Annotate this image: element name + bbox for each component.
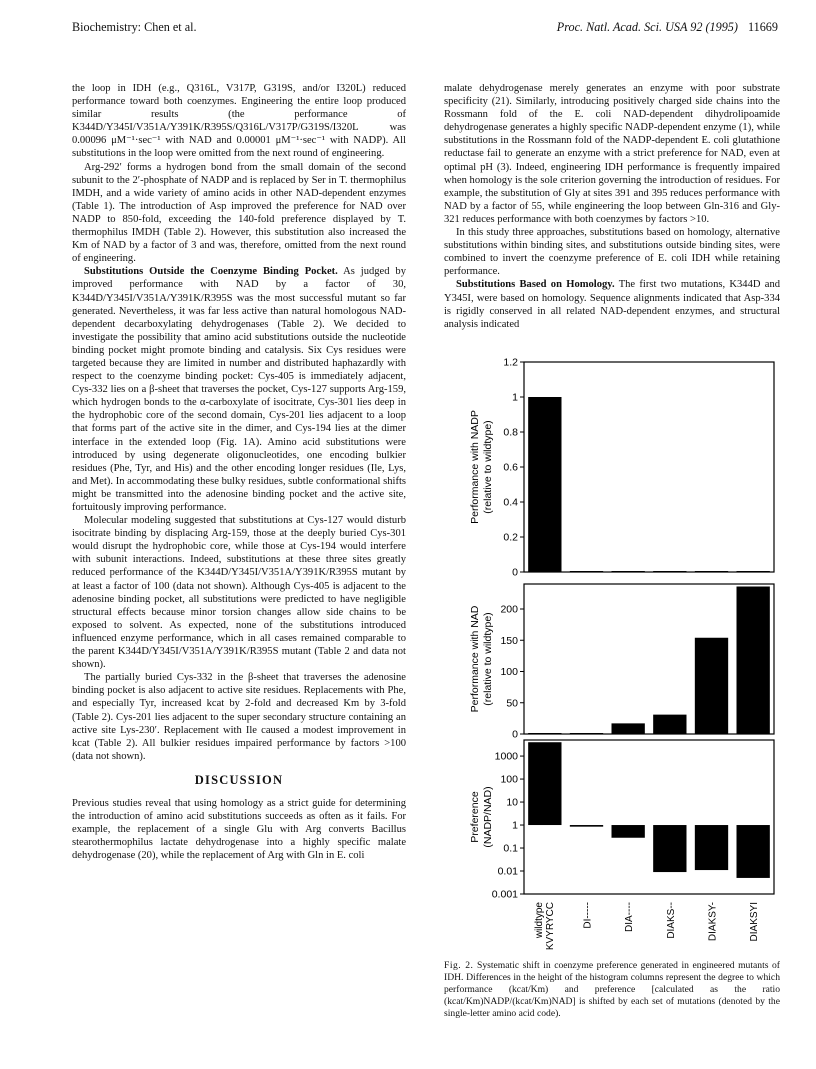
paragraph: Molecular modeling suggested that substitutions at Cys-127 would disturb isocitrate binding by displacing Arg-159, those at the deeply buried Cys-301 would disrupt the hydrophobic core, while those at Cys-194 would interfere with subunit interactions. Indeed, substitutions at these three sites greatly reduced performance of the K344D/Y345I/V351A/Y391K/R395S mutant by at least a factor of 100 (data not shown). Although Cys-405 is adjacent to the adenosine binding pocket, all substitutions were predicted to have negligible structural effects because minor torsion changes allow side chains to be exposed to solvent. As expected, none of the substitutions introduced influenced enzyme performance, which in all cases remained comparable to the parent K344D/Y345I/V351A/Y391K/R395S mutant (Table 2 and data not shown). [72, 515, 406, 671]
y-axis-label: Performance with NADP [469, 410, 481, 524]
y-tick-label: 150 [500, 634, 518, 647]
figure-label: Fig. 2. [444, 960, 474, 971]
paragraph: the loop in IDH (e.g., Q316L, V317P, G319S, and/or I320L) reduced performance toward both coenzymes. Engineering the entire loop produced similar results (the performance of K344D/Y345I/V351A/Y391K/R395S/Q316L/V317P/G319S/I320L was 0.00096 μM⁻¹·sec⁻¹ with NAD and 0.00001 μM⁻¹·sec⁻¹ with NADP). All substitutions in the loop were omitted from the next round of engineering. [72, 83, 406, 160]
y-tick-label: 100 [500, 666, 518, 678]
bar [653, 825, 686, 872]
y-tick-label: 50 [506, 697, 518, 710]
bar [612, 825, 645, 838]
left-column [72, 82, 406, 862]
discussion-heading: DISCUSSION [194, 772, 284, 787]
paragraph: The partially buried Cys-332 in the β-sheet that traverses the adenosine binding pocket is also adjacent to active site residues. Replacements with Phe, and especially Tyr, increased kcat by 2-fold and decreased Km by 3-fold (Table 2). Cys-201 lies adjacent to the super secondary structure containing an active site Lys-230′. Replacement with Ile caused a modest improvement in kcat (Table 2). All bulkier residues impaired performance by factors >100 (data not shown). [72, 672, 406, 762]
y-tick-label: 0.2 [503, 531, 518, 544]
y-tick-label: 0.001 [491, 888, 518, 901]
running-header-authors: Biochemistry: Chen et al. [72, 20, 197, 34]
section-heading: Substitutions Based on Homology. [456, 279, 615, 291]
y-tick-label: 1.2 [503, 356, 518, 369]
y-axis-label-units: (relative to wildtype) [482, 612, 494, 706]
bar [528, 397, 561, 572]
x-tick-label: DI----- [582, 902, 594, 929]
bar [695, 825, 728, 870]
bar [737, 587, 770, 735]
y-tick-label: 0.1 [503, 842, 518, 855]
y-tick-label: 0.8 [503, 426, 518, 439]
bar [570, 825, 603, 827]
bar [570, 733, 603, 734]
bar [528, 733, 561, 734]
x-tick-label: KVYRYCC [544, 902, 556, 951]
figure-caption [444, 960, 780, 1020]
paragraph [72, 265, 406, 514]
y-axis-label-units: (relative to wildtype) [482, 420, 494, 514]
y-tick-label: 1 [512, 391, 518, 404]
bar [528, 742, 561, 825]
y-tick-label: 0 [512, 728, 518, 741]
y-tick-label: 0.4 [503, 496, 518, 509]
right-column [444, 82, 780, 331]
bar [737, 825, 770, 878]
y-tick-label: 100 [500, 773, 518, 786]
paragraph: malate dehydrogenase merely generates an enzyme with poor substrate specificity (21). Similarly, introducing positively charged side chains into the Rossmann fold of the E. coli NAD-dependent dihydrolipoamide dehydrogenase generates a highly specific NADP-dependent enzyme (1), while substitutions in the Rossmann fold of the NADP-dependent E. coli glutathione reductase fail to generate an enzyme with a strict preference for NAD, even at optimal pH (3). Indeed, engineering IDH performance is frequently impaired when homology is the sole criterion governing the introduction of residues. For example, the substitution of Gly at sites 391 and 395 reduces performance with NAD by a factor of 55, while engineering the loop between Gln-316 and Gly-321 reduces performance with both coenzymes by factors >10. [444, 83, 780, 225]
journal-citation: Proc. Natl. Acad. Sci. USA 92 (1995) [556, 20, 738, 34]
figure-2 [444, 356, 784, 966]
paragraph: Previous studies reveal that using homology as a strict guide for determining the introduction of amino acid substitutions succeeds as often as it fails. For example, the replacement of a single Glu with Arg converts Bacillus stearothermophilus lactate dehydrogenase into a highly specific malate dehydrogenase (20), while the replacement of Arg with Gln in E. coli [72, 797, 406, 862]
y-tick-label: 0.6 [503, 461, 518, 474]
y-tick-label: 10 [506, 796, 518, 809]
section-heading: Substitutions Outside the Coenzyme Binding Pocket. [84, 266, 338, 278]
bar [653, 715, 686, 734]
paragraph [444, 278, 780, 330]
y-tick-label: 200 [500, 603, 518, 616]
y-axis-label: Performance with NAD [469, 605, 481, 713]
y-tick-label: 0.01 [497, 865, 518, 878]
y-tick-label: 1000 [494, 750, 518, 763]
y-axis-label-units: (NADP/NAD) [482, 786, 494, 848]
x-tick-label: DIAKS-- [665, 902, 677, 939]
paragraph-text: As judged by improved performance with NAD by a factor of 30, K344D/Y345I/V351A/Y391K/R395S was the most successful mutant so far generated. Nevertheless, it was far less active than natural homologous NAD-dependent decarboxylating dehydrogenases (Table 2). We decided to investigate the possibility that amino acid substitutions outside the nucleotide binding pocket might promote binding and catalysis. Six Cys residues were targeted because they are limited in number and distributed haphazardly with respect to the coenzyme binding pocket: Cys-405 is immediately adjacent, Cys-332 lies on a β-sheet that traverses the pocket, Cys-127 supports Arg-159, which hydrogen bonds to the α-carboxylate of isocitrate, Cys-301 lies deep in the hydrophobic core of the second domain, Cys-201 lies adjacent to a loop that forms part of the active site in the dimer, and Cys-194 lies at the dimer interface in the extended loop (Fig. 1A). Amino acid substitutions were introduced by using degenerate oligonucleotides, one encoding bulkier residues (Phe, Tyr, and His) and the other encoding longer residues (Ile, Lys, and Met). In accommodating these bulky residues, subtle conformational shifts might be transmitted into the adenosine binding pocket and the active site, fortuitously improving performance. [72, 266, 406, 513]
paragraph: In this study three approaches, substitutions based on homology, alternative substitutions within binding sites, and substitutions outside binding sites, were combined to invert the coenzyme preference of E. coli IDH while retaining performance. [444, 227, 780, 278]
y-axis-label: Preference [469, 791, 481, 843]
y-tick-label: 1 [512, 819, 518, 832]
caption-text: Systematic shift in coenzyme preference generated in engineered mutants of IDH. Differences in the height of the histogram columns represent the degree to which performance (kcat/Km) and preference [calculated as the ratio (kcat/Km)NADP/(kcat/Km)NAD] is shifted by each set of mutations (denoted by the single-letter amino acid code). [444, 960, 780, 1019]
bar [695, 571, 728, 572]
x-tick-label: DIA---- [624, 902, 636, 932]
y-tick-label: 0 [512, 566, 518, 579]
bar [570, 571, 603, 572]
x-tick-label: wildtype [533, 902, 545, 939]
paragraph: Arg-292′ forms a hydrogen bond from the small domain of the second subunit to the 2′-phosphate of NADP and is replaced by Ser in T. thermophilus IMDH, and a wide variety of amino acids in other NAD-dependent enzymes (Table 1). The introduction of Asp improved the preference for NAD over NADP to 850-fold, exceeding the 140-fold preference displayed by T. thermophilus IMDH (Table 2). However, this substitution also increased the Km of NAD by a factor of 3 and was, therefore, omitted from the next round of engineering. [72, 161, 406, 265]
running-header-journal [557, 20, 778, 35]
page-number: 11669 [747, 20, 778, 34]
bar [737, 571, 770, 572]
x-tick-label: DIAKSYI [749, 902, 761, 942]
bar [612, 723, 645, 734]
bar [653, 571, 686, 572]
figure-2-chart [444, 356, 784, 956]
bar [695, 638, 728, 734]
paragraph-text: The first two mutations, K344D and Y345I, were based on homology. Sequence alignments indicated that Asp-334 is rigidly conserved in all related NAD-dependent enzymes, and structural analysis indicated [444, 279, 781, 330]
x-tick-label: DIAKSY- [707, 902, 719, 942]
bar [612, 571, 645, 572]
